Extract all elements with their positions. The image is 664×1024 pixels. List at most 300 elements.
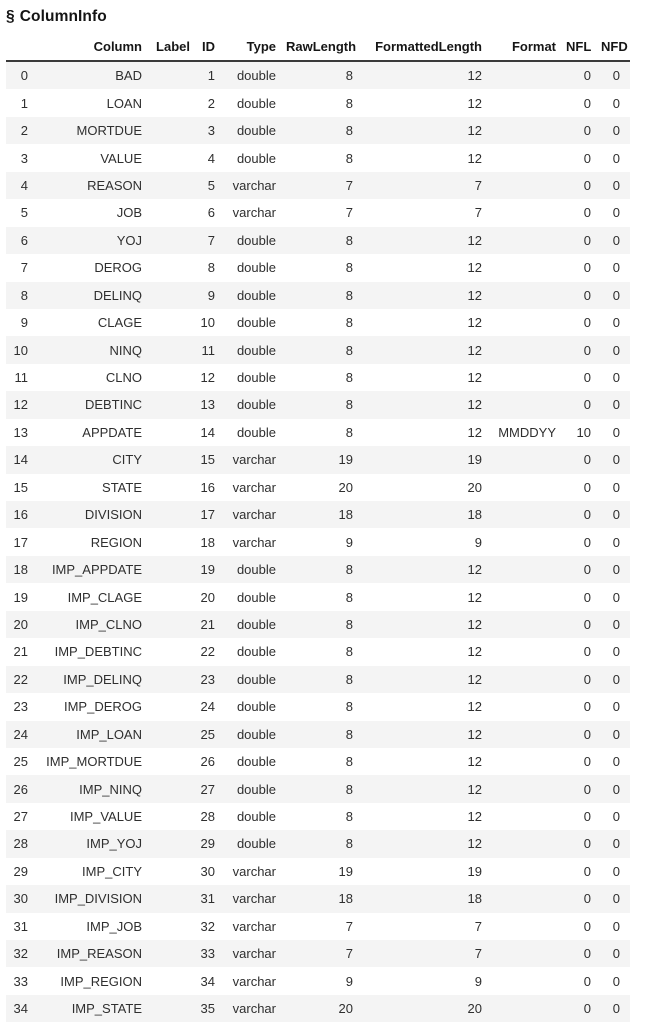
cell-id: 13 bbox=[200, 397, 215, 413]
cell-id: 27 bbox=[200, 781, 215, 797]
cell-nfd: 0 bbox=[612, 726, 620, 742]
cell-nfd: 0 bbox=[612, 809, 620, 825]
cell-type: double bbox=[236, 342, 276, 358]
cell-rawlength: 7 bbox=[345, 946, 353, 962]
table-header-row bbox=[6, 32, 630, 61]
cell-column: IMP_REGION bbox=[60, 973, 142, 989]
cell-index: 14 bbox=[13, 452, 28, 468]
cell-type: varchar bbox=[232, 946, 276, 962]
cell-label bbox=[152, 940, 200, 967]
cell-rawlength: 8 bbox=[345, 589, 353, 605]
cell-nfl: 0 bbox=[583, 863, 591, 879]
table-row bbox=[6, 117, 630, 144]
cell-id: 18 bbox=[200, 534, 215, 550]
cell-type: varchar bbox=[232, 891, 276, 907]
cell-type: double bbox=[236, 616, 276, 632]
header-formattedlength: FormattedLength bbox=[363, 32, 492, 61]
cell-index: 25 bbox=[13, 754, 28, 770]
cell-nfl: 0 bbox=[583, 699, 591, 715]
cell-id: 26 bbox=[200, 754, 215, 770]
cell-nfl: 0 bbox=[583, 342, 591, 358]
cell-nfd: 0 bbox=[612, 644, 620, 660]
cell-rawlength: 8 bbox=[345, 68, 353, 84]
cell-rawlength: 8 bbox=[345, 424, 353, 440]
cell-nfd: 0 bbox=[612, 836, 620, 852]
cell-nfl: 0 bbox=[583, 534, 591, 550]
cell-formattedlength: 12 bbox=[467, 397, 482, 413]
cell-rawlength: 7 bbox=[345, 177, 353, 193]
cell-formattedlength: 12 bbox=[467, 644, 482, 660]
cell-label bbox=[152, 419, 200, 446]
table-row bbox=[6, 940, 630, 967]
cell-nfd: 0 bbox=[612, 205, 620, 221]
cell-index: 7 bbox=[20, 260, 28, 276]
cell-nfl: 0 bbox=[583, 507, 591, 523]
cell-type: double bbox=[236, 699, 276, 715]
cell-column: IMP_MORTDUE bbox=[46, 754, 142, 770]
cell-nfl: 0 bbox=[583, 1001, 591, 1017]
cell-formattedlength: 19 bbox=[467, 863, 482, 879]
cell-index: 31 bbox=[13, 918, 28, 934]
cell-formattedlength: 9 bbox=[474, 973, 482, 989]
cell-format bbox=[492, 282, 566, 309]
cell-index: 8 bbox=[20, 287, 28, 303]
cell-index: 9 bbox=[20, 315, 28, 331]
cell-label bbox=[152, 172, 200, 199]
cell-rawlength: 8 bbox=[345, 95, 353, 111]
table-row bbox=[6, 227, 630, 254]
cell-id: 20 bbox=[200, 589, 215, 605]
cell-id: 12 bbox=[200, 370, 215, 386]
cell-format bbox=[492, 501, 566, 528]
cell-index: 23 bbox=[13, 699, 28, 715]
cell-index: 3 bbox=[20, 150, 28, 166]
cell-nfl: 0 bbox=[583, 397, 591, 413]
cell-type: double bbox=[236, 671, 276, 687]
cell-rawlength: 8 bbox=[345, 123, 353, 139]
cell-formattedlength: 12 bbox=[467, 616, 482, 632]
cell-nfl: 0 bbox=[583, 562, 591, 578]
cell-column: MORTDUE bbox=[76, 123, 142, 139]
cell-format bbox=[492, 474, 566, 501]
cell-nfl: 0 bbox=[583, 177, 591, 193]
table-body bbox=[6, 61, 630, 1022]
cell-nfl: 0 bbox=[583, 781, 591, 797]
table-row bbox=[6, 474, 630, 501]
cell-nfd: 0 bbox=[612, 671, 620, 687]
cell-index: 29 bbox=[13, 863, 28, 879]
cell-column: REASON bbox=[87, 177, 142, 193]
cell-type: double bbox=[236, 644, 276, 660]
cell-nfd: 0 bbox=[612, 370, 620, 386]
cell-label bbox=[152, 556, 200, 583]
section-marker-icon: § bbox=[6, 8, 15, 25]
table-row bbox=[6, 254, 630, 281]
cell-rawlength: 18 bbox=[338, 507, 353, 523]
cell-index: 11 bbox=[14, 370, 28, 386]
cell-index: 24 bbox=[13, 726, 28, 742]
cell-id: 1 bbox=[207, 68, 215, 84]
cell-formattedlength: 12 bbox=[467, 260, 482, 276]
cell-label bbox=[152, 913, 200, 940]
cell-nfl: 0 bbox=[583, 150, 591, 166]
cell-nfd: 0 bbox=[612, 863, 620, 879]
table-row bbox=[6, 336, 630, 363]
cell-format bbox=[492, 830, 566, 857]
cell-nfl: 0 bbox=[583, 726, 591, 742]
section-title-label: ColumnInfo bbox=[19, 8, 107, 25]
cell-type: varchar bbox=[232, 973, 276, 989]
cell-column: IMP_DIVISION bbox=[54, 891, 142, 907]
cell-formattedlength: 12 bbox=[467, 315, 482, 331]
table-row bbox=[6, 282, 630, 309]
cell-nfl: 0 bbox=[583, 479, 591, 495]
cell-format bbox=[492, 199, 566, 226]
cell-id: 2 bbox=[207, 95, 215, 111]
cell-type: double bbox=[236, 836, 276, 852]
cell-column: LOAN bbox=[106, 95, 142, 111]
cell-index: 20 bbox=[13, 616, 28, 632]
cell-nfl: 0 bbox=[583, 836, 591, 852]
table-row bbox=[6, 748, 630, 775]
cell-id: 11 bbox=[201, 342, 215, 358]
cell-column: IMP_CLNO bbox=[75, 616, 142, 632]
cell-nfl: 0 bbox=[583, 891, 591, 907]
cell-column: DEROG bbox=[94, 260, 142, 276]
table-row bbox=[6, 830, 630, 857]
cell-nfd: 0 bbox=[612, 342, 620, 358]
cell-rawlength: 8 bbox=[345, 809, 353, 825]
table-row bbox=[6, 556, 630, 583]
cell-index: 6 bbox=[20, 232, 28, 248]
cell-label bbox=[152, 61, 200, 89]
cell-formattedlength: 12 bbox=[467, 671, 482, 687]
cell-nfl: 0 bbox=[583, 754, 591, 770]
cell-rawlength: 8 bbox=[345, 370, 353, 386]
cell-label bbox=[152, 309, 200, 336]
cell-type: double bbox=[236, 287, 276, 303]
cell-rawlength: 18 bbox=[338, 891, 353, 907]
cell-type: varchar bbox=[232, 205, 276, 221]
cell-formattedlength: 20 bbox=[467, 1001, 482, 1017]
cell-id: 32 bbox=[200, 918, 215, 934]
cell-nfl: 0 bbox=[583, 205, 591, 221]
cell-nfl: 0 bbox=[583, 452, 591, 468]
cell-column: VALUE bbox=[100, 150, 142, 166]
cell-format bbox=[492, 940, 566, 967]
cell-label bbox=[152, 199, 200, 226]
cell-formattedlength: 12 bbox=[467, 232, 482, 248]
cell-column: IMP_CLAGE bbox=[67, 589, 142, 605]
cell-index: 33 bbox=[13, 973, 28, 989]
cell-formattedlength: 12 bbox=[467, 699, 482, 715]
cell-index: 30 bbox=[13, 891, 28, 907]
cell-id: 9 bbox=[207, 287, 215, 303]
cell-formattedlength: 7 bbox=[474, 177, 482, 193]
cell-formattedlength: 9 bbox=[474, 534, 482, 550]
cell-rawlength: 19 bbox=[338, 863, 353, 879]
cell-column: DELINQ bbox=[93, 287, 142, 303]
cell-formattedlength: 18 bbox=[467, 891, 482, 907]
cell-nfl: 0 bbox=[583, 671, 591, 687]
table-row bbox=[6, 391, 630, 418]
cell-id: 31 bbox=[200, 891, 215, 907]
cell-nfl: 0 bbox=[583, 918, 591, 934]
cell-label bbox=[152, 501, 200, 528]
cell-id: 35 bbox=[200, 1001, 215, 1017]
cell-nfl: 0 bbox=[583, 946, 591, 962]
cell-format bbox=[492, 172, 566, 199]
cell-formattedlength: 20 bbox=[467, 479, 482, 495]
cell-formattedlength: 12 bbox=[467, 809, 482, 825]
cell-column: CLAGE bbox=[97, 315, 142, 331]
cell-column: NINQ bbox=[109, 342, 142, 358]
cell-formattedlength: 12 bbox=[467, 424, 482, 440]
cell-nfd: 0 bbox=[612, 287, 620, 303]
cell-label bbox=[152, 144, 200, 171]
cell-rawlength: 8 bbox=[345, 644, 353, 660]
cell-rawlength: 8 bbox=[345, 260, 353, 276]
cell-id: 10 bbox=[200, 315, 215, 331]
cell-index: 4 bbox=[20, 177, 28, 193]
cell-formattedlength: 12 bbox=[467, 150, 482, 166]
table-row bbox=[6, 638, 630, 665]
cell-index: 22 bbox=[13, 671, 28, 687]
cell-label bbox=[152, 748, 200, 775]
cell-index: 1 bbox=[20, 95, 28, 111]
table-row bbox=[6, 611, 630, 638]
cell-column: IMP_DEBTINC bbox=[54, 644, 142, 660]
cell-nfd: 0 bbox=[612, 507, 620, 523]
header-nfd: NFD bbox=[601, 32, 630, 61]
cell-format bbox=[492, 885, 566, 912]
cell-rawlength: 20 bbox=[338, 1001, 353, 1017]
cell-column: IMP_LOAN bbox=[76, 726, 142, 742]
cell-formattedlength: 12 bbox=[467, 726, 482, 742]
cell-format bbox=[492, 666, 566, 693]
cell-rawlength: 8 bbox=[345, 150, 353, 166]
cell-formattedlength: 7 bbox=[474, 918, 482, 934]
cell-label bbox=[152, 666, 200, 693]
table-row bbox=[6, 967, 630, 994]
cell-type: double bbox=[236, 754, 276, 770]
cell-id: 4 bbox=[207, 150, 215, 166]
cell-rawlength: 8 bbox=[345, 671, 353, 687]
cell-label bbox=[152, 391, 200, 418]
cell-rawlength: 8 bbox=[345, 287, 353, 303]
cell-type: double bbox=[236, 562, 276, 578]
cell-type: varchar bbox=[232, 479, 276, 495]
cell-label bbox=[152, 227, 200, 254]
cell-label bbox=[152, 967, 200, 994]
table-row bbox=[6, 419, 630, 446]
cell-nfl: 0 bbox=[583, 260, 591, 276]
cell-format bbox=[492, 446, 566, 473]
cell-label bbox=[152, 830, 200, 857]
cell-label bbox=[152, 336, 200, 363]
cell-format bbox=[492, 721, 566, 748]
cell-index: 2 bbox=[20, 123, 28, 139]
cell-nfd: 0 bbox=[612, 973, 620, 989]
cell-formattedlength: 12 bbox=[467, 589, 482, 605]
header-rawlength: RawLength bbox=[286, 32, 363, 61]
cell-nfd: 0 bbox=[612, 562, 620, 578]
table-row bbox=[6, 666, 630, 693]
cell-index: 18 bbox=[13, 562, 28, 578]
cell-column: DEBTINC bbox=[84, 397, 142, 413]
cell-id: 28 bbox=[200, 809, 215, 825]
cell-rawlength: 8 bbox=[345, 726, 353, 742]
cell-type: varchar bbox=[232, 918, 276, 934]
cell-id: 30 bbox=[200, 863, 215, 879]
cell-label bbox=[152, 89, 200, 116]
cell-label bbox=[152, 721, 200, 748]
cell-formattedlength: 12 bbox=[467, 95, 482, 111]
cell-formattedlength: 12 bbox=[467, 754, 482, 770]
cell-formattedlength: 19 bbox=[467, 452, 482, 468]
cell-label bbox=[152, 885, 200, 912]
cell-index: 27 bbox=[13, 809, 28, 825]
cell-nfd: 0 bbox=[612, 479, 620, 495]
cell-type: varchar bbox=[232, 863, 276, 879]
cell-type: double bbox=[236, 397, 276, 413]
cell-type: double bbox=[236, 589, 276, 605]
cell-type: varchar bbox=[232, 452, 276, 468]
cell-format bbox=[492, 89, 566, 116]
cell-format bbox=[492, 748, 566, 775]
cell-format bbox=[492, 117, 566, 144]
cell-nfd: 0 bbox=[612, 424, 620, 440]
cell-column: BAD bbox=[115, 68, 142, 84]
cell-type: double bbox=[236, 150, 276, 166]
cell-id: 24 bbox=[200, 699, 215, 715]
cell-nfd: 0 bbox=[612, 315, 620, 331]
cell-nfl: 0 bbox=[583, 232, 591, 248]
cell-format bbox=[492, 528, 566, 555]
cell-index: 34 bbox=[13, 1001, 28, 1017]
cell-label bbox=[152, 528, 200, 555]
cell-label bbox=[152, 446, 200, 473]
cell-column: JOB bbox=[116, 205, 142, 221]
cell-id: 25 bbox=[200, 726, 215, 742]
cell-label bbox=[152, 693, 200, 720]
cell-format bbox=[492, 858, 566, 885]
cell-id: 3 bbox=[207, 123, 215, 139]
cell-type: double bbox=[236, 315, 276, 331]
cell-index: 28 bbox=[13, 836, 28, 852]
cell-column: DIVISION bbox=[84, 507, 142, 523]
cell-format bbox=[492, 556, 566, 583]
cell-id: 23 bbox=[200, 671, 215, 687]
cell-rawlength: 9 bbox=[345, 973, 353, 989]
cell-formattedlength: 18 bbox=[467, 507, 482, 523]
cell-formattedlength: 12 bbox=[467, 370, 482, 386]
cell-format bbox=[492, 336, 566, 363]
cell-label bbox=[152, 995, 200, 1022]
cell-id: 22 bbox=[200, 644, 215, 660]
cell-label bbox=[152, 117, 200, 144]
cell-column: IMP_CITY bbox=[82, 863, 142, 879]
cell-type: varchar bbox=[232, 507, 276, 523]
cell-nfd: 0 bbox=[612, 1001, 620, 1017]
cell-format bbox=[492, 391, 566, 418]
cell-label bbox=[152, 803, 200, 830]
cell-id: 19 bbox=[200, 562, 215, 578]
cell-nfd: 0 bbox=[612, 891, 620, 907]
table-row bbox=[6, 199, 630, 226]
cell-rawlength: 20 bbox=[338, 479, 353, 495]
cell-index: 5 bbox=[20, 205, 28, 221]
cell-index: 10 bbox=[13, 342, 28, 358]
cell-index: 21 bbox=[13, 644, 28, 660]
cell-rawlength: 9 bbox=[345, 534, 353, 550]
cell-format bbox=[492, 638, 566, 665]
cell-nfl: 0 bbox=[583, 616, 591, 632]
cell-column: IMP_VALUE bbox=[69, 809, 142, 825]
table-row bbox=[6, 583, 630, 610]
cell-column: IMP_NINQ bbox=[79, 781, 142, 797]
cell-label bbox=[152, 638, 200, 665]
table-row bbox=[6, 995, 630, 1022]
cell-formattedlength: 12 bbox=[467, 836, 482, 852]
cell-rawlength: 8 bbox=[345, 781, 353, 797]
header-column: Column bbox=[38, 32, 152, 61]
table-row bbox=[6, 309, 630, 336]
cell-id: 21 bbox=[200, 616, 215, 632]
cell-nfd: 0 bbox=[612, 918, 620, 934]
cell-label bbox=[152, 775, 200, 802]
cell-format bbox=[492, 583, 566, 610]
cell-format: MMDDYY bbox=[498, 424, 556, 440]
cell-nfd: 0 bbox=[612, 68, 620, 84]
section-title bbox=[0, 0, 664, 32]
cell-nfd: 0 bbox=[612, 397, 620, 413]
cell-nfd: 0 bbox=[612, 534, 620, 550]
table-row bbox=[6, 885, 630, 912]
cell-column: APPDATE bbox=[82, 424, 142, 440]
cell-id: 15 bbox=[200, 452, 215, 468]
cell-format bbox=[492, 144, 566, 171]
cell-format bbox=[492, 309, 566, 336]
columninfo-table bbox=[6, 32, 630, 1022]
header-label: Label bbox=[152, 32, 200, 61]
cell-rawlength: 19 bbox=[338, 452, 353, 468]
cell-id: 6 bbox=[207, 205, 215, 221]
cell-rawlength: 8 bbox=[345, 616, 353, 632]
cell-index: 32 bbox=[13, 946, 28, 962]
table-row bbox=[6, 144, 630, 171]
cell-format bbox=[492, 775, 566, 802]
cell-format bbox=[492, 364, 566, 391]
cell-id: 14 bbox=[200, 424, 215, 440]
cell-rawlength: 8 bbox=[345, 342, 353, 358]
cell-nfd: 0 bbox=[612, 616, 620, 632]
cell-rawlength: 8 bbox=[345, 315, 353, 331]
cell-format bbox=[492, 227, 566, 254]
table-row bbox=[6, 693, 630, 720]
cell-nfd: 0 bbox=[612, 150, 620, 166]
cell-label bbox=[152, 611, 200, 638]
cell-index: 13 bbox=[13, 424, 28, 440]
cell-format bbox=[492, 254, 566, 281]
table-row bbox=[6, 89, 630, 116]
cell-format bbox=[492, 611, 566, 638]
table-row bbox=[6, 775, 630, 802]
cell-type: varchar bbox=[232, 1001, 276, 1017]
table-row bbox=[6, 913, 630, 940]
header-index bbox=[6, 32, 38, 61]
cell-nfd: 0 bbox=[612, 95, 620, 111]
